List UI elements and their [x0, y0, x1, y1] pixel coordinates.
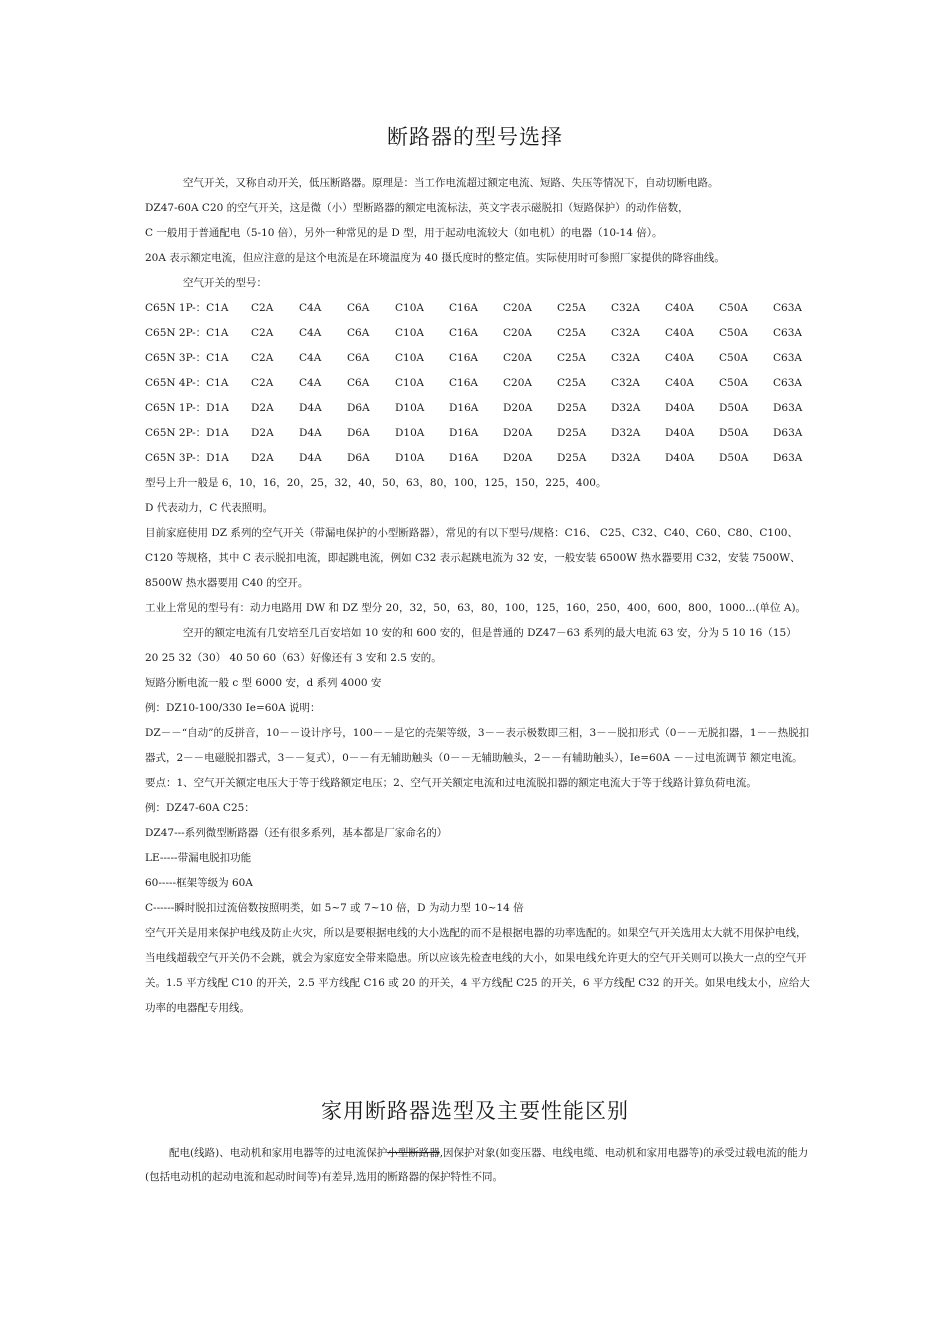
model-rating-cell: D32A: [611, 452, 641, 464]
model-rating-cell: C50A: [719, 377, 748, 389]
wire-sizing-paragraph: 空气开关是用来保护电线及防止火灾，所以是要根据电线的大小选配的而不是根据电器的功率选配的。如果空气开关选用太大就不用保护电线，当电线超载空气开关仍不会跳，就会为家庭安全带来隐患。所以应该先检查电线的大小，如果电线允许更大的空气开关则可以换大一点的空气开关。1.5 平方线配 C10 的开关，2.5 平方线配 C16 或 20 的开关，4 平方线配 C25 的开关，6 平方线配 C32 的开关。如果电线太小，应给大功率的电器配专用线。: [145, 927, 810, 1014]
d-c-meaning: D 代表动力，C 代表照明。: [145, 502, 274, 514]
model-rating-cell: C16A: [449, 327, 478, 339]
model-rating-cell: C4A: [299, 377, 322, 389]
model-rating-cell: C16A: [449, 352, 478, 364]
model-row: [145, 321, 813, 346]
model-rating-cell: D2A: [251, 452, 274, 464]
model-rating-cell: C50A: [719, 352, 748, 364]
model-rating-cell: D10A: [395, 452, 425, 464]
model-rating-cell: C20A: [503, 377, 532, 389]
model-rating-cell: D2A: [251, 427, 274, 439]
model-rating-cell: D4A: [299, 402, 322, 414]
model-rating-cell: D50A: [719, 402, 749, 414]
model-row: [145, 446, 813, 471]
intro-paragraph: 空气开关，又称自动开关，低压断路器。原理是：当工作电流超过额定电流、短路、失压等情况下，自动切断电路。: [183, 177, 719, 189]
example-explanation: DZ－－“自动”的反拼音，10－－设计序号，100－－是它的壳架等级，3－－表示极数即三相，3－－脱扣形式（0－－无脱扣器，1－－热脱扣器式，2－－电磁脱扣器式，3－－复式），0－－有无辅助触头（0－－无辅助触头，2－－有辅助触头），Ie=60A －－过电流调节 额定电流。: [145, 727, 810, 764]
model-rating-cell: C20A: [503, 302, 532, 314]
model-rating-cell: D50A: [719, 427, 749, 439]
example-line: DZ47---系列微型断路器（还有很多系列，基本都是厂家命名的）: [145, 827, 448, 839]
intro-line: 20A 表示额定电流，但应注意的是这个电流是在环境温度为 40 摄氏度时的整定值。实际使用时可参照厂家提供的降容曲线。: [145, 252, 725, 264]
model-rating-cell: D50A: [719, 452, 749, 464]
model-rating-cell: D2A: [251, 402, 274, 414]
model-series-cell: C65N 3P-：C1A: [145, 352, 229, 364]
home-usage-paragraph: 目前家庭使用 DZ 系列的空气开关（带漏电保护的小型断路器），常见的有以下型号/规格：C16、 C25、C32、C40、C60、C80、C100、C120 等规格，其中 C 表示脱扣电流，即起跳电流，例如 C32 表示起跳电流为 32 安，一般安装 6500W 热水器要用 C32，安装 7500W、8500W 热水器要用 C40 的空开。: [145, 527, 801, 589]
model-rating-cell: D25A: [557, 402, 587, 414]
model-rating-cell: C2A: [251, 352, 274, 364]
model-series-cell: C65N 2P-：D1A: [145, 427, 229, 439]
model-rating-cell: C63A: [773, 352, 802, 364]
model-rating-cell: C10A: [395, 327, 424, 339]
model-rating-cell: C6A: [347, 377, 370, 389]
intro-line: C 一般用于普通配电（5-10 倍），另外一种常见的是 D 型，用于起动电流较大（如电机）的电器（10-14 倍）。: [145, 227, 663, 239]
model-rating-cell: C32A: [611, 352, 640, 364]
model-rating-cell: D25A: [557, 452, 587, 464]
model-rating-cell: C6A: [347, 327, 370, 339]
model-rating-cell: C2A: [251, 327, 274, 339]
model-rating-cell: D32A: [611, 402, 641, 414]
industrial-models-paragraph: 工业上常见的型号有：动力电路用 DW 和 DZ 型分 20，32，50，63，80，100，125，160，250，400，600，800，1000...(单位 A)。: [145, 602, 807, 614]
struck-link-text: 小型断路器: [387, 1147, 440, 1159]
model-rating-cell: C16A: [449, 377, 478, 389]
model-rating-cell: C10A: [395, 302, 424, 314]
model-rating-cell: C40A: [665, 302, 694, 314]
model-table: [145, 296, 813, 471]
model-row: [145, 296, 813, 321]
model-row: [145, 371, 813, 396]
model-rating-cell: C25A: [557, 302, 586, 314]
key-points-paragraph: 要点：1、空气开关额定电压大于等于线路额定电压；2、空气开关额定电流和过电流脱扣器的额定电流大于等于线路计算负荷电流。: [145, 777, 757, 789]
model-row: [145, 421, 813, 446]
page-title: 断路器的型号选择: [387, 125, 563, 149]
model-rating-cell: D16A: [449, 427, 479, 439]
model-rating-cell: C4A: [299, 327, 322, 339]
model-rating-cell: D40A: [665, 427, 695, 439]
model-rating-cell: C20A: [503, 327, 532, 339]
model-rating-cell: D4A: [299, 427, 322, 439]
model-rating-cell: C63A: [773, 302, 802, 314]
model-row: [145, 396, 813, 421]
example-heading: 例：DZ47-60A C25：: [145, 802, 255, 814]
model-rating-cell: C50A: [719, 302, 748, 314]
example-line: 60-----框架等级为 60A: [145, 877, 253, 889]
model-rating-cell: D4A: [299, 452, 322, 464]
model-rating-cell: C63A: [773, 327, 802, 339]
model-rating-cell: D6A: [347, 402, 370, 414]
intro-line: DZ47-60A C20 的空气开关，这是微（小）型断路器的额定电流标法，英文字表示磁脱扣（短路保护）的动作倍数，: [145, 202, 689, 214]
model-rating-cell: D10A: [395, 402, 425, 414]
model-rating-cell: D63A: [773, 452, 803, 464]
model-rating-cell: C4A: [299, 302, 322, 314]
model-rating-cell: C50A: [719, 327, 748, 339]
model-rating-cell: C40A: [665, 377, 694, 389]
model-row: [145, 346, 813, 371]
household-breaker-paragraph: [145, 1141, 813, 1189]
model-rating-cell: D6A: [347, 427, 370, 439]
model-rating-cell: D40A: [665, 452, 695, 464]
model-rating-cell: D16A: [449, 452, 479, 464]
model-table-body: [145, 296, 813, 471]
model-rating-cell: D6A: [347, 452, 370, 464]
section-household-breaker: [145, 1141, 813, 1189]
model-list-heading: 空气开关的型号：: [183, 277, 267, 289]
model-rating-cell: C63A: [773, 377, 802, 389]
model-rating-cell: D63A: [773, 427, 803, 439]
rating-steps: 型号上升一般是 6，10，16，20，25，32，40，50，63，80，100，125，150，225，400。: [145, 477, 607, 489]
model-rating-cell: D20A: [503, 452, 533, 464]
model-rating-cell: C6A: [347, 302, 370, 314]
model-rating-cell: C10A: [395, 352, 424, 364]
model-rating-cell: C25A: [557, 327, 586, 339]
model-rating-cell: C25A: [557, 377, 586, 389]
model-rating-cell: C2A: [251, 302, 274, 314]
model-rating-cell: D40A: [665, 402, 695, 414]
model-rating-cell: C20A: [503, 352, 532, 364]
paragraph-text-end: ,因保护对象(如变压器、电线电缆、电动机和家用电器等)的承受过载电流的能力(包括电动机的起动电流和起动时间等)有差异,选用的断路器的保护特性不同。: [145, 1147, 809, 1183]
model-rating-cell: C4A: [299, 352, 322, 364]
example-line: LE-----带漏电脱扣功能: [145, 852, 252, 864]
model-rating-cell: D20A: [503, 402, 533, 414]
model-rating-cell: C16A: [449, 302, 478, 314]
model-rating-cell: D20A: [503, 427, 533, 439]
model-series-cell: C65N 4P-：C1A: [145, 377, 229, 389]
model-rating-cell: D25A: [557, 427, 587, 439]
paragraph-text-start: 配电(线路)、电动机和家用电器等的过电流保护: [169, 1147, 388, 1159]
model-rating-cell: C32A: [611, 302, 640, 314]
model-series-cell: C65N 1P-：C1A: [145, 302, 229, 314]
model-rating-cell: C40A: [665, 327, 694, 339]
model-rating-cell: C40A: [665, 352, 694, 364]
model-rating-cell: D32A: [611, 427, 641, 439]
model-rating-cell: C32A: [611, 377, 640, 389]
model-rating-cell: C25A: [557, 352, 586, 364]
rated-current-paragraph: 空开的额定电流有几安培至几百安培如 10 安的和 600 安的，但是普通的 DZ47－63 系列的最大电流 63 安，分为 5 10 16（15） 20 25 32（30） 40 50 60（63）好像还有 3 安和 2.5 安的。: [145, 627, 797, 664]
model-rating-cell: D10A: [395, 427, 425, 439]
model-series-cell: C65N 3P-：D1A: [145, 452, 229, 464]
model-rating-cell: D16A: [449, 402, 479, 414]
model-rating-cell: C2A: [251, 377, 274, 389]
model-series-cell: C65N 2P-：C1A: [145, 327, 229, 339]
model-rating-cell: D63A: [773, 402, 803, 414]
breaking-current-line: 短路分断电流一般 c 型 6000 安，d 系列 4000 安: [145, 677, 382, 689]
model-rating-cell: C32A: [611, 327, 640, 339]
example-line: C------瞬时脱扣过流倍数按照明类，如 5~7 或 7~10 倍，D 为动力型 10~14 倍: [145, 902, 524, 914]
model-rating-cell: C10A: [395, 377, 424, 389]
model-rating-cell: C6A: [347, 352, 370, 364]
example-heading: 例：DZ10-100/330 Ie=60A 说明：: [145, 702, 321, 714]
section-breaker-model-selection: [145, 171, 813, 1021]
section-title: 家用断路器选型及主要性能区别: [321, 1099, 629, 1123]
model-series-cell: C65N 1P-：D1A: [145, 402, 229, 414]
